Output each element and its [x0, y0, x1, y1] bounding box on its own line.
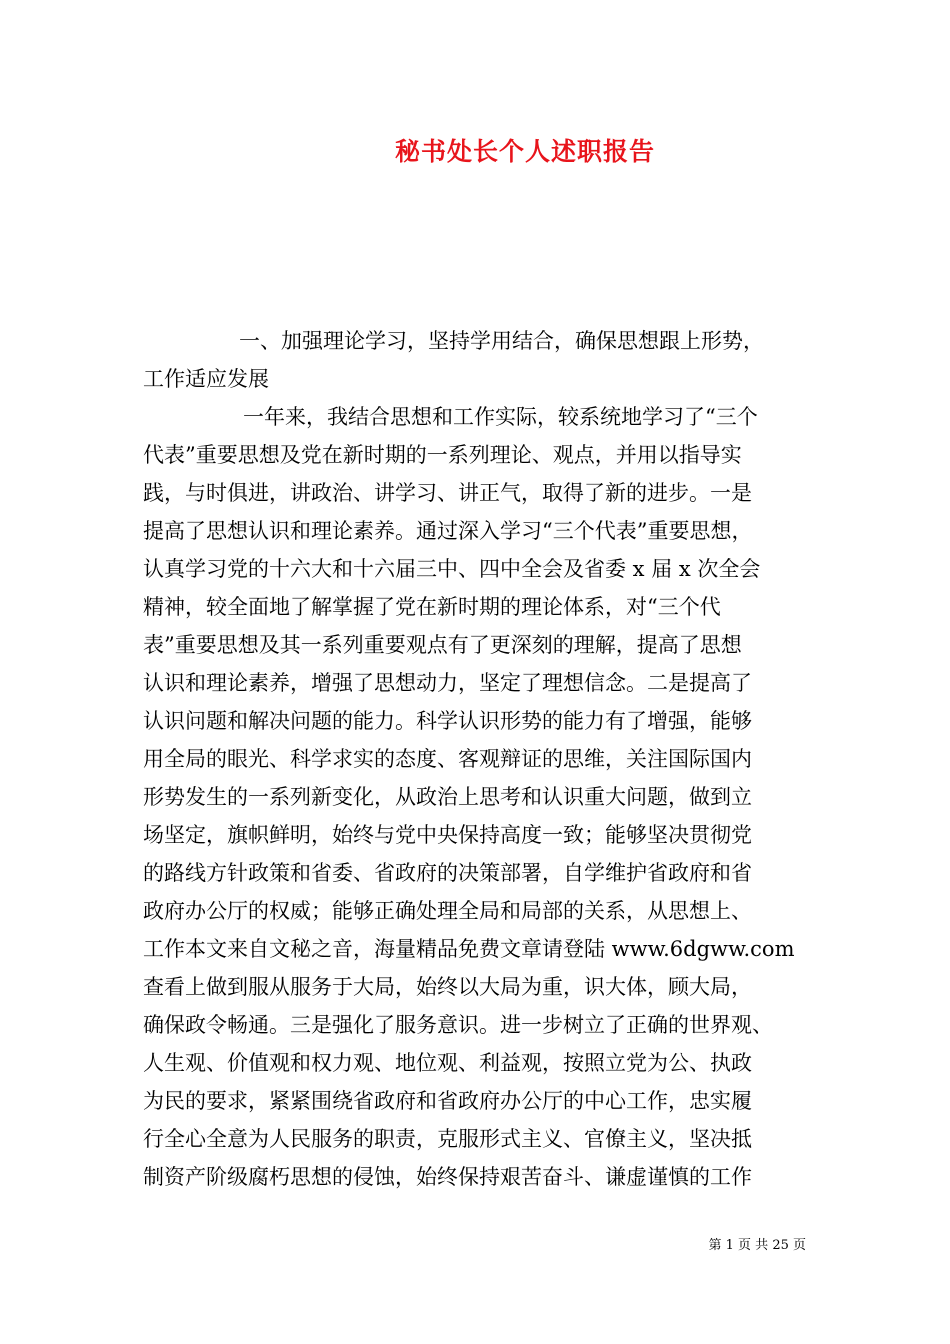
- body-line: 表”重要思想及其一系列重要观点有了更深刻的理解，提高了思想: [143, 633, 742, 657]
- body-line: 工作本文来自文秘之音，海量精品免费文章请登陆 www.6dgww.com: [143, 937, 795, 961]
- body-line: 的路线方针政策和省委、省政府的决策部署，自学维护省政府和省: [143, 861, 752, 885]
- body-line: 认识和理论素养，增强了思想动力，坚定了理想信念。二是提高了: [143, 671, 752, 695]
- body-line: 用全局的眼光、科学求实的态度、客观辩证的思维，关注国际国内: [143, 747, 752, 771]
- body-line: 人生观、价值观和权力观、地位观、利益观，按照立党为公、执政: [143, 1051, 752, 1075]
- body-line: 形势发生的一系列新变化，从政治上思考和认识重大问题，做到立: [143, 785, 752, 809]
- body-line: 认真学习党的十六大和十六届三中、四中全会及省委 x 届 x 次全会: [143, 557, 761, 581]
- body-line: 一、加强理论学习，坚持学用结合，确保思想跟上形势，: [239, 329, 764, 353]
- document-title: 秘书处长个人述职报告: [394, 137, 655, 166]
- body-line: 查看上做到服从服务于大局，始终以大局为重，识大体，顾大局，: [143, 975, 752, 999]
- document-body: [143, 322, 813, 1196]
- body-line: 政府办公厅的权威；能够正确处理全局和局部的关系，从思想上、: [143, 899, 752, 923]
- body-line: 认识问题和解决问题的能力。科学认识形势的能力有了增强，能够: [143, 709, 752, 733]
- body-line: 工作适应发展: [143, 367, 269, 391]
- body-line: 确保政令畅通。三是强化了服务意识。进一步树立了正确的世界观、: [143, 1013, 773, 1037]
- body-line: 一年来，我结合思想和工作实际，较系统地学习了“三个: [243, 405, 758, 429]
- body-line: 代表”重要思想及党在新时期的一系列理论、观点，并用以指导实: [143, 443, 742, 467]
- body-line: 行全心全意为人民服务的职责，克服形式主义、官僚主义，坚决抵: [143, 1127, 752, 1151]
- body-line: 为民的要求，紧紧围绕省政府和省政府办公厅的中心工作，忠实履: [143, 1089, 752, 1113]
- body-line: 精神，较全面地了解掌握了党在新时期的理论体系，对“三个代: [143, 595, 721, 619]
- page-number: 第 1 页 共 25 页: [708, 1238, 806, 1253]
- body-line: 提高了思想认识和理论素养。通过深入学习“三个代表”重要思想，: [143, 519, 753, 543]
- body-line: 场坚定，旗帜鲜明，始终与党中央保持高度一致；能够坚决贯彻党: [143, 823, 752, 847]
- body-line: 制资产阶级腐朽思想的侵蚀，始终保持艰苦奋斗、谦虚谨慎的工作: [143, 1165, 752, 1189]
- body-line: 践，与时俱进，讲政治、讲学习、讲正气，取得了新的进步。一是: [143, 481, 752, 505]
